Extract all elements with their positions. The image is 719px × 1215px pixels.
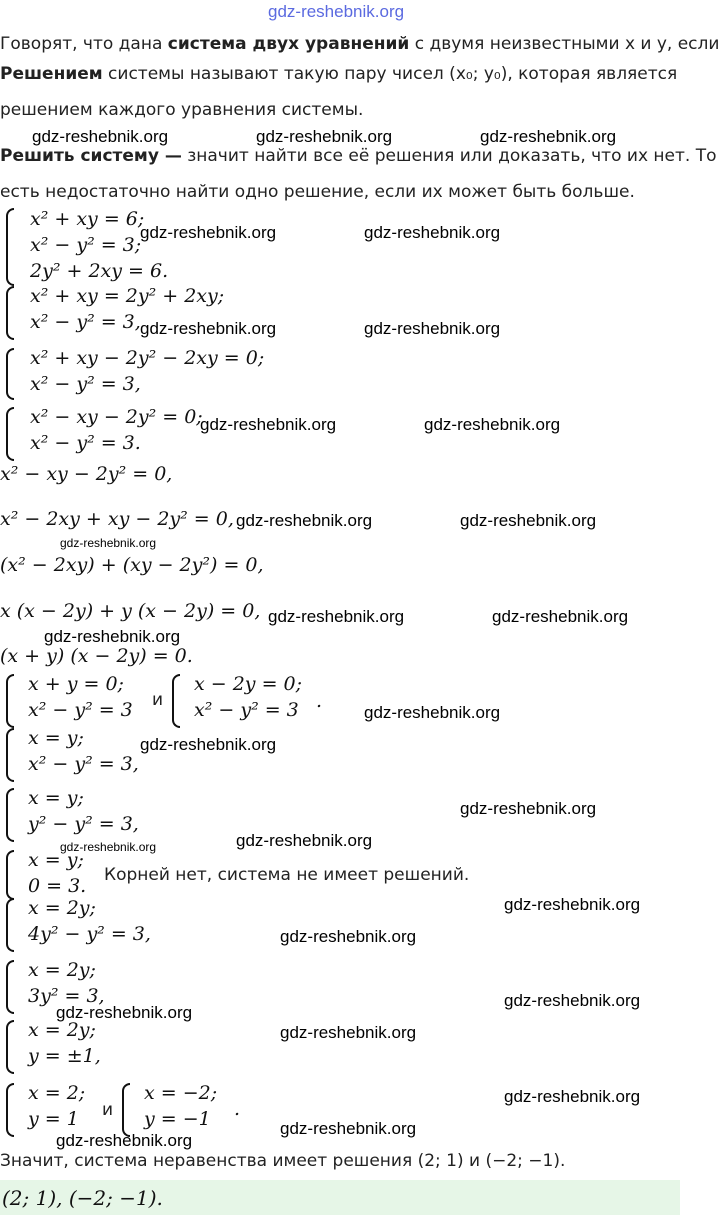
system-brace — [6, 208, 14, 286]
system-brace — [6, 728, 14, 782]
watermark: gdz-reshebnik.org — [268, 607, 405, 626]
intro-line-5: есть недостаточно найти одно решение, если их может быть больше. — [0, 182, 635, 202]
watermark: gdz-reshebnik.org — [44, 627, 181, 646]
intro-line-1: Говорят, что дана система двух уравнений с двумя неизвестными x и y, если — [0, 34, 719, 54]
system-9-eq-1: x = y; — [28, 849, 84, 871]
conclusion-text: Значит, система неравенства имеет решения (2; 1) и (−2; −1). — [0, 1151, 566, 1171]
system-brace — [6, 348, 14, 400]
system-3-eq-2: x² − y² = 3, — [30, 373, 141, 395]
watermark-small: gdz-reshebnik.org — [60, 536, 157, 550]
intro-line-3: решением каждого уравнения системы. — [0, 100, 364, 120]
system-12-eq-2: y = ±1, — [28, 1045, 101, 1067]
watermark: gdz-reshebnik.org — [280, 1119, 417, 1138]
system-7-eq-1: x = y; — [28, 727, 84, 749]
watermark: gdz-reshebnik.org — [280, 927, 417, 946]
system-5-eq-1: x + y = 0; — [28, 673, 124, 695]
system-brace — [6, 850, 14, 900]
watermark: gdz-reshebnik.org — [236, 831, 373, 850]
watermark: gdz-reshebnik.org — [460, 799, 597, 818]
system-11-eq-2: 3y² = 3, — [28, 985, 105, 1007]
system-8-eq-2: y² − y² = 3, — [28, 813, 139, 835]
watermark: gdz-reshebnik.org — [140, 735, 277, 754]
equation-1: x² − xy − 2y² = 0, — [0, 463, 173, 485]
system-13-eq-2: y = 1 — [28, 1108, 79, 1130]
system-14-eq-1: x = −2; — [144, 1082, 218, 1104]
system-brace — [6, 674, 14, 728]
watermark: gdz-reshebnik.org — [460, 511, 597, 530]
period: . — [316, 690, 323, 712]
intro-line-2: Решением системы называют такую пару чисел (x₀; y₀), которая является — [0, 64, 678, 84]
answer-text: (2; 1), (−2; −1). — [2, 1186, 163, 1210]
system-brace — [6, 286, 14, 340]
watermark: gdz-reshebnik.org — [140, 223, 277, 242]
system-10-eq-2: 4y² − y² = 3, — [28, 923, 151, 945]
system-brace — [172, 674, 180, 728]
watermark: gdz-reshebnik.org — [424, 415, 561, 434]
system-1-eq-3: 2y² + 2xy = 6. — [30, 260, 169, 282]
system-brace — [122, 1083, 130, 1137]
watermark: gdz-reshebnik.org — [364, 703, 501, 722]
system-brace — [6, 898, 14, 952]
watermark: gdz-reshebnik.org — [364, 319, 501, 338]
and-word: и — [152, 690, 164, 710]
equation-3: (x² − 2xy) + (xy − 2y²) = 0, — [0, 554, 264, 576]
watermark: gdz-reshebnik.org — [280, 1023, 417, 1042]
system-4-eq-1: x² − xy − 2y² = 0; — [30, 406, 203, 428]
system-brace — [6, 788, 14, 842]
watermark-top: gdz-reshebnik.org — [268, 2, 405, 21]
system-7-eq-2: x² − y² = 3, — [28, 753, 139, 775]
system-brace — [6, 1020, 14, 1074]
watermark: gdz-reshebnik.org — [256, 127, 393, 146]
watermark: gdz-reshebnik.org — [492, 607, 629, 626]
system-2-eq-1: x² + xy = 2y² + 2xy; — [30, 285, 225, 307]
system-11-eq-1: x = 2y; — [28, 959, 96, 981]
watermark: gdz-reshebnik.org — [200, 415, 337, 434]
watermark: gdz-reshebnik.org — [56, 1131, 193, 1150]
equation-5: (x + y) (x − 2y) = 0. — [0, 645, 193, 667]
system-6-eq-2: x² − y² = 3 — [194, 699, 299, 721]
equation-2: x² − 2xy + xy − 2y² = 0, — [0, 508, 234, 530]
no-roots-note: Корней нет, система не имеет решений. — [104, 865, 470, 885]
watermark: gdz-reshebnik.org — [480, 127, 617, 146]
watermark: gdz-reshebnik.org — [56, 1003, 193, 1022]
system-14-eq-2: y = −1 — [144, 1108, 211, 1130]
system-6-eq-1: x − 2y = 0; — [194, 673, 303, 695]
intro-line-4: Решить систему — значит найти все её решения или доказать, что их нет. То — [0, 146, 717, 166]
watermark-small: gdz-reshebnik.org — [60, 840, 157, 854]
system-1-eq-1: x² + xy = 6; — [30, 208, 145, 230]
watermark: gdz-reshebnik.org — [364, 223, 501, 242]
watermark: gdz-reshebnik.org — [504, 895, 641, 914]
system-brace — [6, 960, 14, 1014]
system-brace — [6, 407, 14, 461]
equation-4: x (x − 2y) + y (x − 2y) = 0, — [0, 600, 261, 622]
and-word: и — [102, 1100, 114, 1120]
watermark: gdz-reshebnik.org — [32, 127, 169, 146]
system-8-eq-1: x = y; — [28, 787, 84, 809]
watermark: gdz-reshebnik.org — [140, 319, 277, 338]
system-1-eq-2: x² − y² = 3; — [30, 234, 142, 256]
system-10-eq-1: x = 2y; — [28, 897, 96, 919]
system-5-eq-2: x² − y² = 3 — [28, 699, 133, 721]
system-12-eq-1: x = 2y; — [28, 1019, 96, 1041]
watermark: gdz-reshebnik.org — [504, 1087, 641, 1106]
system-4-eq-2: x² − y² = 3. — [30, 432, 141, 454]
system-9-eq-2: 0 = 3. — [28, 875, 87, 897]
system-brace — [6, 1083, 14, 1137]
watermark: gdz-reshebnik.org — [504, 991, 641, 1010]
system-3-eq-1: x² + xy − 2y² − 2xy = 0; — [30, 347, 265, 369]
period: . — [234, 1098, 241, 1120]
watermark: gdz-reshebnik.org — [236, 511, 373, 530]
system-13-eq-1: x = 2; — [28, 1082, 86, 1104]
system-2-eq-2: x² − y² = 3, — [30, 311, 141, 333]
